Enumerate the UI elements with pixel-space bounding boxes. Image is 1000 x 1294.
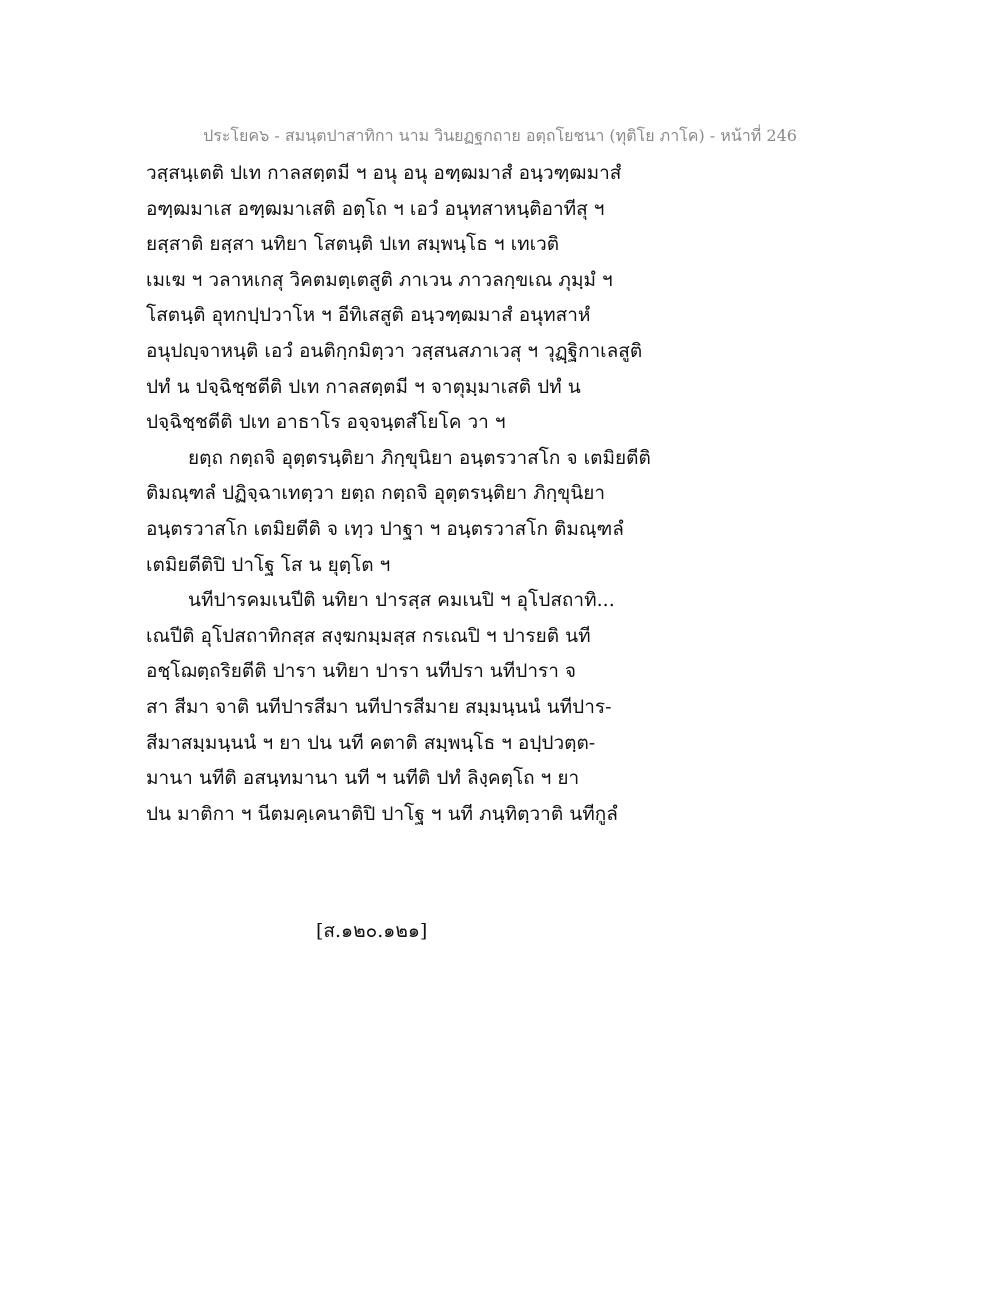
- text-line: วสฺสนฺเตติ ปเท กาลสตฺตมี ฯ อนุ อนุ อฑฺฒมาสํ อนฺวฑฺฒมาสํ: [146, 162, 622, 184]
- text-line: อฑฺฒมาเส อฑฺฒมาเสติ อตฺโถ ฯ เอวํ อนุทสาหนฺติอาทีสุ ฯ: [146, 197, 605, 220]
- text-line: ปจฺฉิชฺชตีติ ปเท อาธาโร อจฺจนฺตสํโยโค วา ฯ: [146, 411, 506, 434]
- text-line: มานา นทีติ อสนฺทมานา นที ฯ นทีติ ปทํ ลิงฺคตฺโถ ฯ ยา: [146, 767, 580, 790]
- text-line: อนฺตรวาสโก เตมิยตีติ จ เทฺว ปาฐา ฯ อนฺตรวาสโก ติมณฺฑลํ: [146, 517, 624, 540]
- text-line: ยสฺสาติ ยสฺสา นทิยา โสตนฺติ ปเท สมฺพนฺโธ ฯ เทเวติ: [146, 233, 560, 256]
- body-text: [146, 156, 866, 832]
- paragraph-start-line: ยตฺถ กตฺถจิ อุตฺตรนฺติยา ภิกฺขุนิยา อนฺตรวาสโก จ เตมิยตีติ: [188, 446, 651, 469]
- page-reference: [ส.๑๒๐.๑๒๑]: [316, 920, 428, 942]
- text-line: อนุปญฺจาหนฺติ เอวํ อนติกฺกมิตฺวา วสฺสนสภาเวสุ ฯ วุฏฺฐิกาเลสูติ: [146, 339, 643, 362]
- page-header: ประโยค๖ - สมนฺตปาสาทิกา นาม วินยฏฐกถาย อตฺถโยชนา (ทุติโย ภาโค) - หน้าที่ 246: [203, 126, 797, 145]
- text-line: โสตนฺติ อุทกปฺปวาโห ฯ อีทิเสสูติ อนฺวฑฺฒมาสํ อนุทสาหํ: [146, 304, 591, 327]
- text-line: เตมิยตีติปิ ปาโฐ โส น ยุตฺโต ฯ: [146, 553, 391, 576]
- text-line: ติมณฺฑลํ ปฏิจฺฉาเทตฺวา ยตฺถ กตฺถจิ อุตฺตรนฺติยา ภิกฺขุนิยา: [146, 482, 606, 505]
- text-line: เณปีติ อุโปสถาทิกสฺส สงฺฆกมฺมสฺส กรเณปิ ฯ ปารยติ นที: [146, 624, 591, 647]
- text-line: สา สีมา จาติ นทีปารสีมา นทีปารสีมาย สมฺมนฺนนํ นทีปาร-: [146, 695, 612, 718]
- text-line: เมเฆ ฯ วลาหเกสุ วิคตมตฺเตสูติ ภาเวน ภาวลกฺขเณ ภุมฺมํ ฯ: [146, 268, 613, 291]
- paragraph-start-line: นทีปารคมเนปีติ นทิยา ปารสฺส คมเนปิ ฯ อุโปสถาทิ...: [188, 589, 615, 612]
- text-line: ปน มาติกา ฯ นีตมคฺเคนาติปิ ปาโฐ ฯ นที ภนฺทิตฺวาติ นทีกูลํ: [146, 802, 618, 825]
- text-line: สีมาสมฺมนฺนนํ ฯ ยา ปน นที คตาติ สมฺพนฺโธ ฯ อปฺปวตฺต-: [146, 731, 596, 754]
- text-line: อชฺโฌตฺถริยตีติ ปารา นทิยา ปารา นทีปรา นทีปารา จ: [146, 660, 577, 683]
- text-line: ปทํ น ปจฺฉิชฺชตีติ ปเท กาลสตฺตมี ฯ จาตุมฺมาเสติ ปทํ น: [146, 375, 581, 398]
